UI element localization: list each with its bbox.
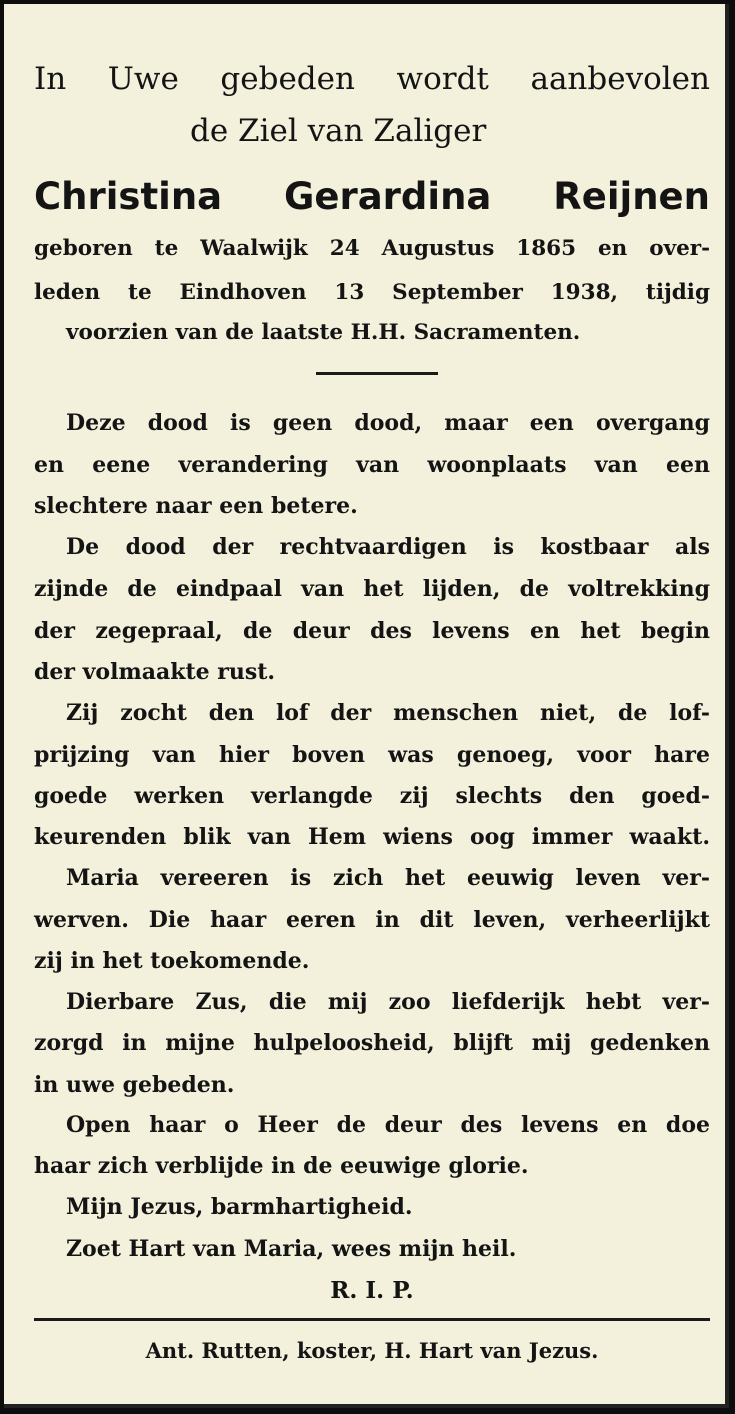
p3-line-3: goede werken verlangde zij slechts den goed- [34, 783, 710, 809]
p4-line-2: werven. Die haar eeren in dit leven, verheerlijkt [34, 907, 710, 933]
birth-line-3: voorzien van de laatste H.H. Sacramenten. [66, 320, 581, 345]
p1-line-3: slechtere naar een betere. [34, 493, 358, 519]
p5-line-1: Dierbare Zus, die mij zoo liefderijk hebt ver- [66, 989, 710, 1015]
rip: R. I. P. [330, 1277, 414, 1304]
deceased-name: Christina Gerardina Reijnen [34, 175, 710, 218]
p6-line-1: Open haar o Heer de deur des levens en doe [66, 1112, 710, 1138]
p3-line-2: prijzing van hier boven was genoeg, voor hare [34, 742, 710, 768]
p3-line-1: Zij zocht den lof der menschen niet, de lof- [66, 700, 710, 726]
invocation-1: Mijn Jezus, barmhartigheid. [66, 1194, 413, 1220]
printer-credit: Ant. Rutten, koster, H. Hart van Jezus. [145, 1338, 599, 1363]
divider-short [316, 372, 438, 375]
p6-line-2: haar zich verblijde in de eeuwige glorie. [34, 1153, 529, 1179]
heading-line-1: In Uwe gebeden wordt aanbevolen [34, 61, 710, 97]
p1-line-1: Deze dood is geen dood, maar een overgang [66, 410, 710, 436]
p1-line-2: en eene verandering van woonplaats van een [34, 452, 710, 478]
invocation-2: Zoet Hart van Maria, wees mijn heil. [66, 1236, 517, 1262]
p5-line-2: zorgd in mijne hulpeloosheid, blijft mij gedenken [34, 1030, 710, 1056]
p2-line-2: zijnde de eindpaal van het lijden, de voltrekking [34, 576, 710, 602]
divider-long [34, 1318, 710, 1321]
p2-line-4: der volmaakte rust. [34, 659, 276, 685]
birth-line-2: leden te Eindhoven 13 September 1938, tijdig [34, 280, 710, 305]
p3-line-4: keurenden blik van Hem wiens oog immer waakt. [34, 824, 710, 850]
birth-line-1: geboren te Waalwijk 24 Augustus 1865 en over- [34, 236, 710, 261]
heading-line-2: de Ziel van Zaliger [190, 113, 487, 149]
p5-line-3: in uwe gebeden. [34, 1072, 235, 1098]
p2-line-1: De dood der rechtvaardigen is kostbaar als [66, 534, 710, 560]
p4-line-3: zij in het toekomende. [34, 948, 310, 974]
p2-line-3: der zegepraal, de deur des levens en het begin [34, 618, 710, 644]
p4-line-1: Maria vereeren is zich het eeuwig leven ver- [66, 865, 710, 891]
